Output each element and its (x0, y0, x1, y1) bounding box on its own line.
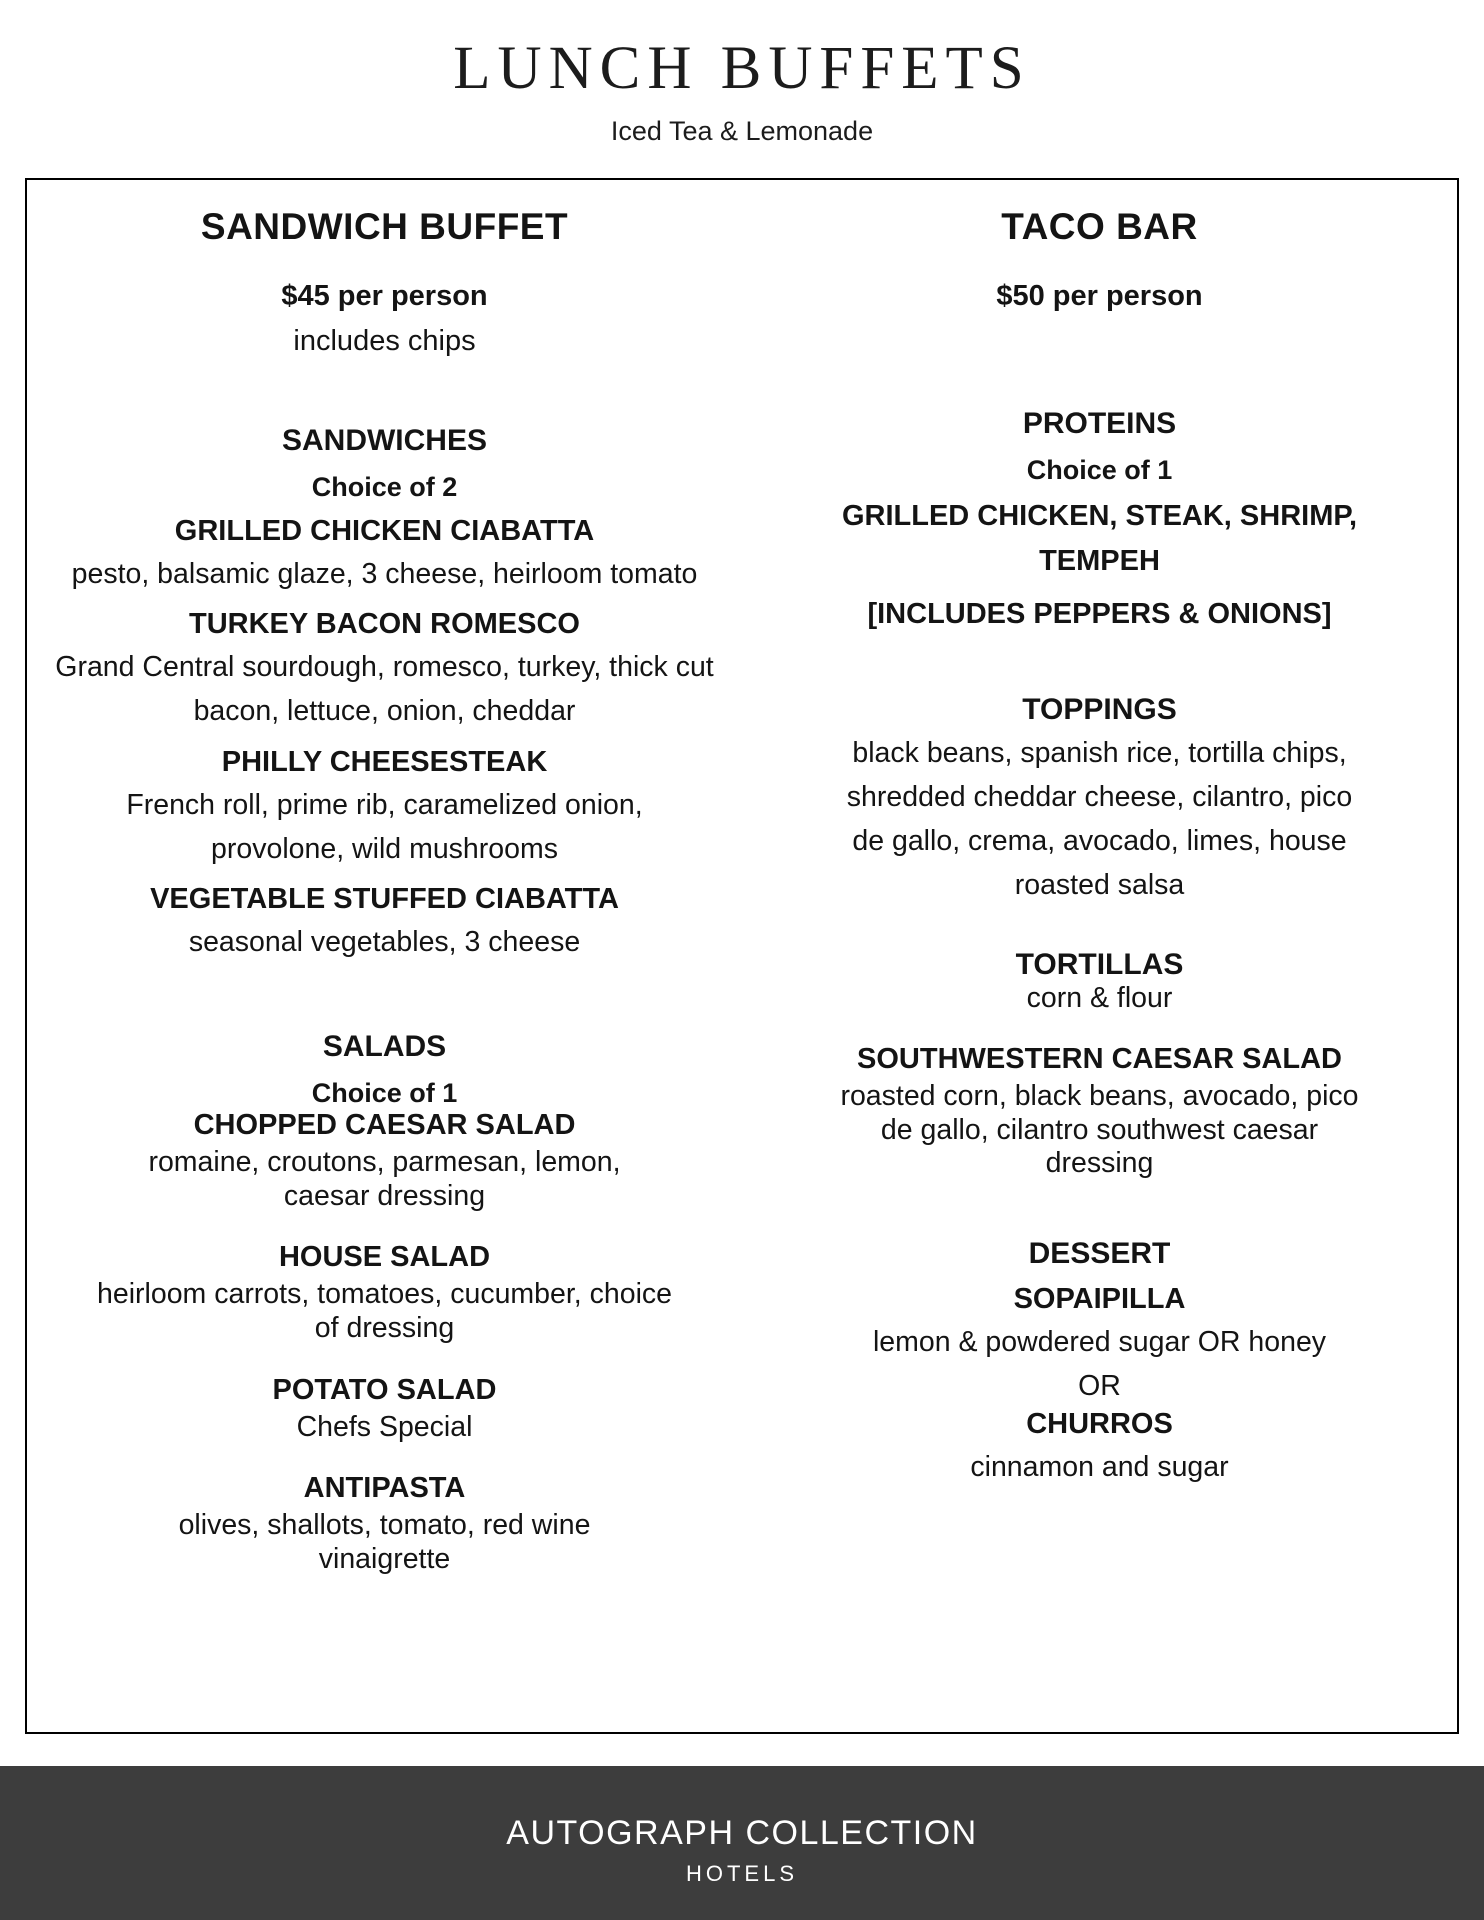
page-subtitle: Iced Tea & Lemonade (610, 116, 874, 146)
section-heading-dessert: DESSERT (1028, 1237, 1171, 1270)
spacer (760, 1181, 1439, 1237)
salads-choice-label: Choice of 1 (311, 1078, 458, 1109)
menu-item-desc: pesto, balsamic glaze, 3 cheese, heirloom tomato (71, 558, 698, 590)
spacer (45, 1346, 724, 1374)
spacer (760, 1015, 1439, 1043)
menu-item-desc: Grand Central sourdough, romesco, turkey, thick cut bacon, lettuce, onion, cheddar (55, 651, 714, 728)
spacer (45, 964, 724, 1030)
sandwich-buffet-column (27, 180, 742, 1732)
menu-item-desc: seasonal vegetables, 3 cheese (188, 925, 581, 958)
menu-item-desc: cinnamon and sugar (970, 1451, 1229, 1484)
spacer (760, 379, 1439, 407)
section-heading-proteins: PROTEINS (1022, 407, 1177, 440)
dessert-or-label: OR (1078, 1370, 1121, 1403)
menu-item-name: POTATO SALAD (272, 1373, 497, 1406)
section-heading-salads: SALADS (322, 1030, 447, 1064)
menu-item-desc: roasted corn, black beans, avocado, pico de gallo, cilantro southwest caesar dressing (840, 1080, 1359, 1180)
menu-item-name: HOUSE SALAD (278, 1241, 491, 1274)
taco-bar-title: TACO BAR (1001, 206, 1198, 247)
menu-box (25, 178, 1459, 1734)
sandwiches-choice-label: Choice of 2 (311, 472, 458, 502)
menu-item-desc: lemon & powdered sugar OR honey (872, 1326, 1327, 1358)
menu-item-desc: heirloom carrots, tomatoes, cucumber, choice of dressing (97, 1278, 672, 1344)
menu-item-desc: Chefs Special (296, 1410, 473, 1443)
toppings-desc: black beans, spanish rice, tortilla chips, shredded cheddar cheese, cilantro, pico de gallo, crema, avocado, limes, house roasted salsa (846, 736, 1353, 902)
spacer (45, 358, 724, 424)
section-heading-sandwiches: SANDWICHES (281, 424, 487, 457)
page-title: LUNCH BUFFETS (453, 35, 1031, 102)
proteins-choice-label: Choice of 1 (1026, 455, 1173, 485)
taco-bar-column (742, 180, 1457, 1732)
menu-item-name: CHURROS (1026, 1408, 1173, 1441)
taco-bar-price: $50 per person (996, 280, 1203, 312)
footer-bar (0, 1766, 1484, 1920)
menu-item-name: TURKEY BACON ROMESCO (189, 608, 580, 641)
menu-item-desc: French roll, prime rib, caramelized onion, provolone, wild mushrooms (126, 788, 643, 865)
section-heading-tortillas: TORTILLAS (1015, 947, 1184, 981)
menu-item-name: PHILLY CHEESESTEAK (221, 745, 548, 778)
brand-name: AUTOGRAPH COLLECTION (506, 1814, 978, 1852)
page-header (0, 0, 1484, 147)
tortillas-desc: corn & flour (1026, 981, 1173, 1014)
brand-subtitle: HOTELS (685, 1861, 799, 1886)
spacer (760, 637, 1439, 693)
spacer (760, 908, 1439, 948)
menu-item-name: ANTIPASTA (303, 1472, 466, 1505)
spacer (760, 313, 1439, 379)
sandwich-buffet-title: SANDWICH BUFFET (200, 206, 569, 247)
menu-item-name: CHOPPED CAESAR SALAD (193, 1109, 576, 1142)
sandwich-buffet-price: $45 per person (281, 280, 488, 312)
menu-item-name: VEGETABLE STUFFED CIABATTA (150, 882, 619, 915)
menu-item-name: SOPAIPILLA (1013, 1283, 1186, 1315)
spacer (45, 1444, 724, 1472)
menu-item-name: SOUTHWESTERN CAESAR SALAD (857, 1043, 1342, 1076)
spacer (45, 1213, 724, 1241)
menu-item-desc: romaine, croutons, parmesan, lemon, caesar dressing (148, 1146, 621, 1212)
proteins-includes-note: [INCLUDES PEPPERS & ONIONS] (867, 597, 1332, 630)
sandwich-buffet-price-note: includes chips (293, 325, 476, 357)
proteins-options: GRILLED CHICKEN, STEAK, SHRIMP, TEMPEH (841, 500, 1358, 577)
menu-item-desc: olives, shallots, tomato, red wine vinaigrette (178, 1509, 591, 1575)
section-heading-toppings: TOPPINGS (1022, 692, 1177, 726)
menu-item-name: GRILLED CHICKEN CIABATTA (174, 515, 595, 547)
